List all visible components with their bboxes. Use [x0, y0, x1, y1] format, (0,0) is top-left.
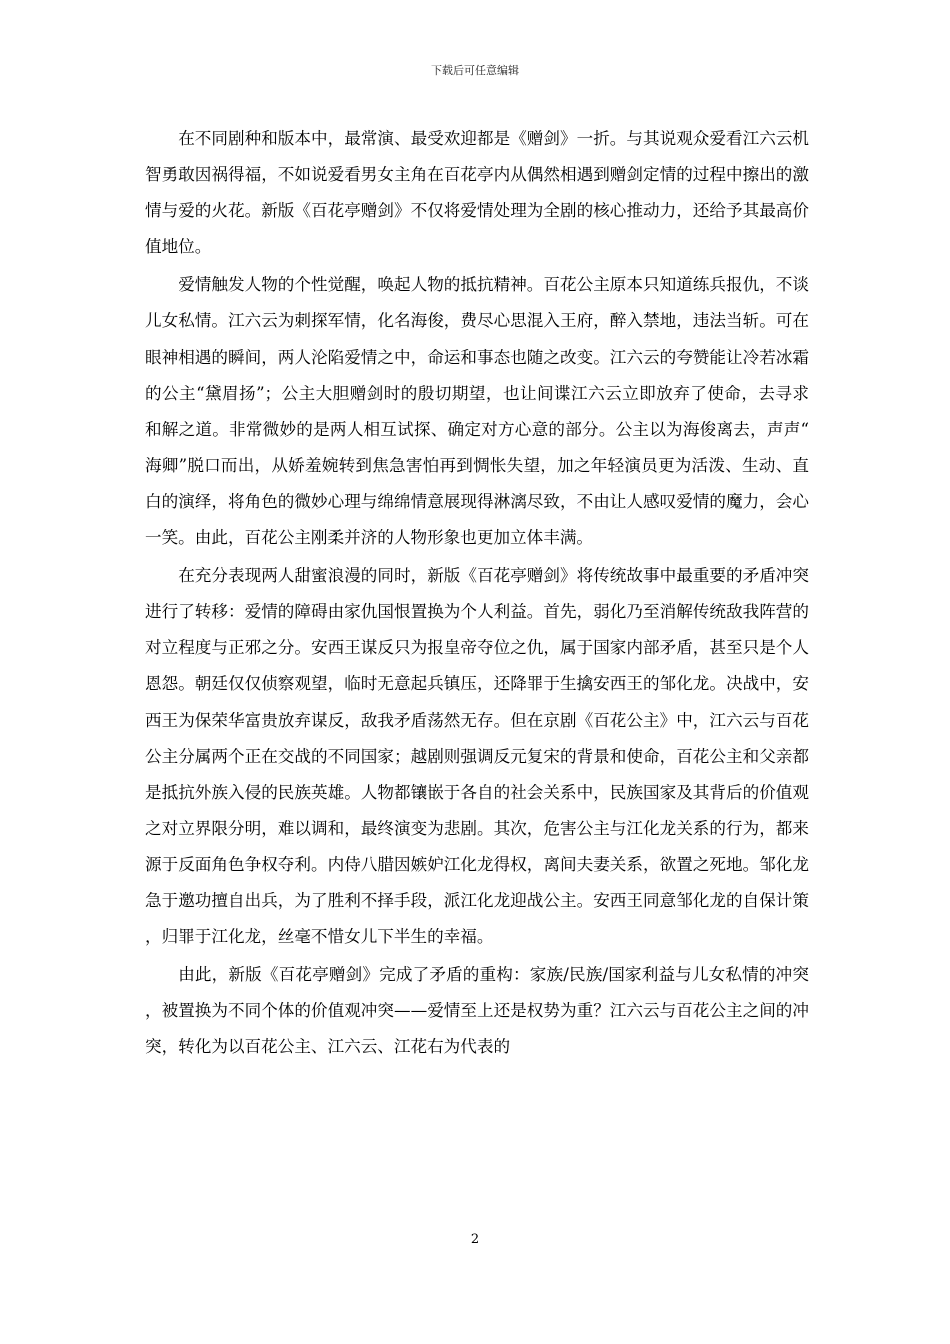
page-header: 下载后可任意编辑	[431, 64, 519, 77]
paragraph-4: 由此，新版《百花亭赠剑》完成了矛盾的重构：家族/民族/国家利益与儿女私情的冲突，被置换为不同个体的价值观冲突——爱情至上还是权势为重？江六云与百花公主之间的冲突，转化为以百花公主、江六云、江花右为代表的	[145, 965, 809, 1057]
paragraph-3: 在充分表现两人甜蜜浪漫的同时，新版《百花亭赠剑》将传统故事中最重要的矛盾冲突进行了转移：爱情的障碍由家仇国恨置换为个人利益。首先，弱化乃至消解传统敌我阵营的对立程度与正邪之分。安西王谋反只为报皇帝夺位之仇，属于国家内部矛盾，甚至只是个人恩怨。朝廷仅仅侦察观望，临时无意起兵镇压，还降罪于生擒安西王的邹化龙。决战中，安西王为保荣华富贵放弃谋反，敌我矛盾荡然无存。但在京剧《百花公主》中，江六云与百花公主分属两个正在交战的不同国家；越剧则强调反元复宋的背景和使命，百花公主和父亲都是抵抗外族入侵的民族英雄。人物都镶嵌于各自的社会关系中，民族国家及其背后的价值观之对立界限分明，难以调和，最终演变为悲剧。其次，危害公主与江化龙关系的行为，都来源于反面角色争权夺利。内侍八腊因嫉妒江化龙得权，离间夫妻关系，欲置之死地。邹化龙急于邀功擅自出兵，为了胜利不择手段，派江化龙迎战公主。安西王同意邹化龙的自保计策，归罪于江化龙，丝毫不惜女儿下半生的幸福。	[145, 566, 809, 947]
paragraph-1: 在不同剧种和版本中，最常演、最受欢迎都是《赠剑》一折。与其说观众爱看江六云机智勇敢因祸得福，不如说爱看男女主角在百花亭内从偶然相遇到赠剑定情的过程中擦出的激情与爱的火花。新版《百花亭赠剑》不仅将爱情处理为全剧的核心推动力，还给予其最高价值地位。	[145, 129, 809, 257]
page-number: 2	[470, 1232, 480, 1247]
article-body	[145, 121, 809, 1067]
paragraph-2: 爱情触发人物的个性觉醒，唤起人物的抵抗精神。百花公主原本只知道练兵报仇，不谈儿女私情。江六云为刺探军情，化名海俊，费尽心思混入王府，醉入禁地，违法当斩。可在眼神相遇的瞬间，两人沦陷爱情之中，命运和事态也随之改变。江六云的夸赞能让冷若冰霜的公主“黛眉扬”；公主大胆赠剑时的殷切期望，也让间谍江六云立即放弃了使命，去寻求和解之道。非常微妙的是两人相互试探、确定对方心意的部分。公主以为海俊离去，声声“海卿”脱口而出，从娇羞婉转到焦急害怕再到惆怅失望，加之年轻演员更为活泼、生动、直白的演绎，将角色的微妙心理与绵绵情意展现得淋漓尽致，不由让人感叹爱情的魔力，会心一笑。由此，百花公主刚柔并济的人物形象也更加立体丰满。	[145, 275, 809, 548]
